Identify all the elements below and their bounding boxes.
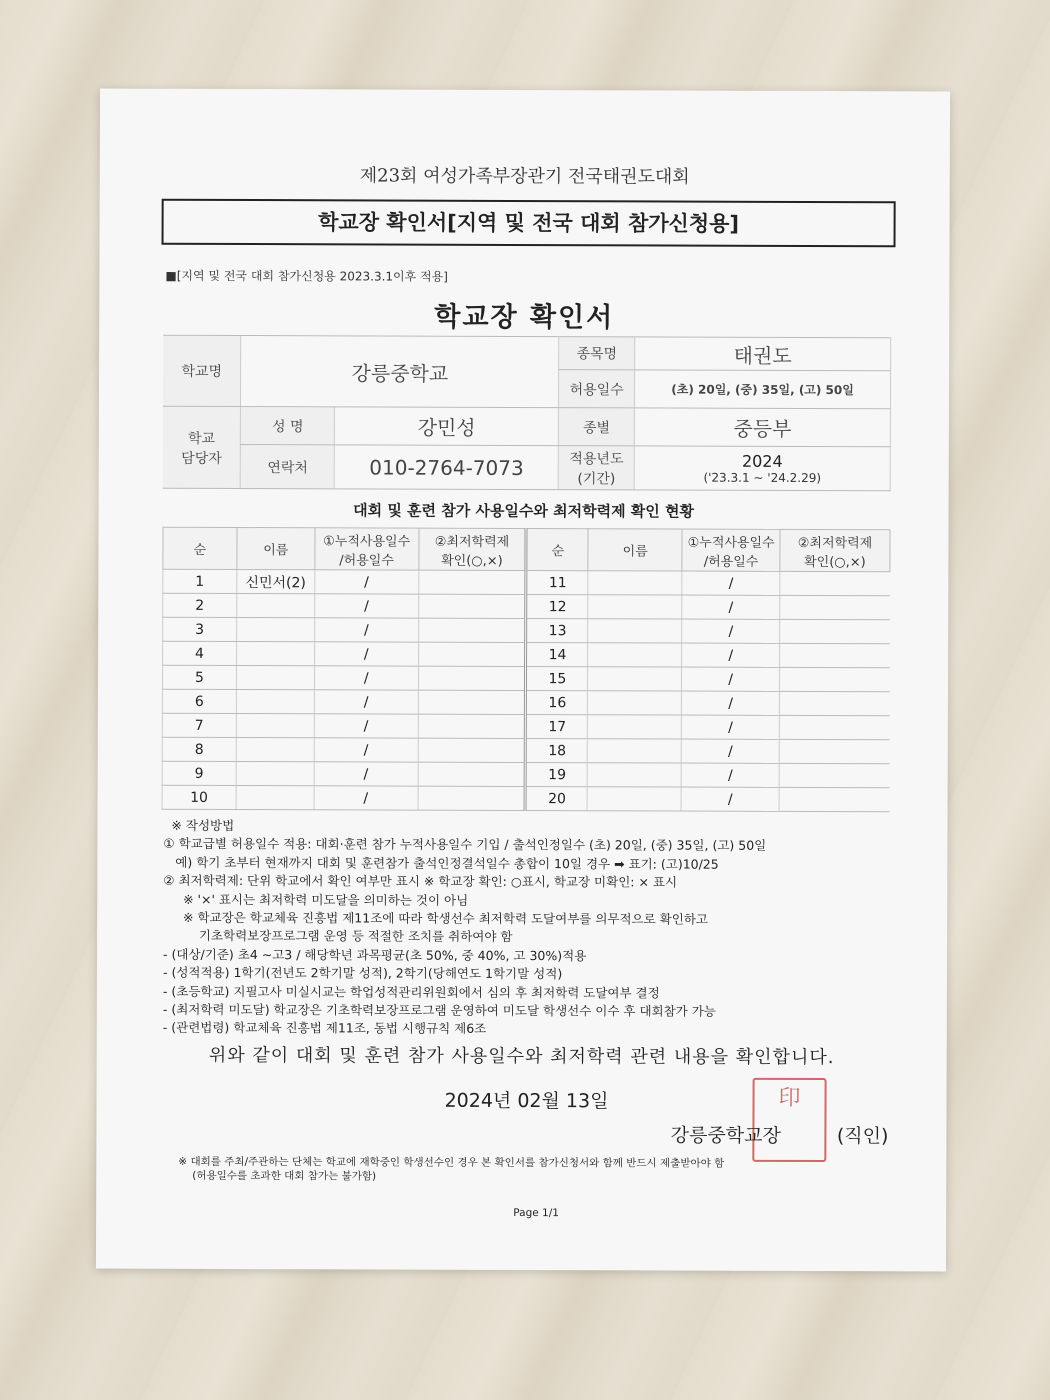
instruction-line: 예) 학기 초부터 현재까지 대회 및 훈련참가 출석인정결석일수 총합이 10일 경우 ➡ 표기: (고)10/25 bbox=[163, 854, 719, 872]
allowed-days-label: 허용일수 bbox=[559, 370, 635, 408]
row-days-right: / bbox=[682, 667, 780, 691]
category-label: 종별 bbox=[559, 408, 635, 446]
row-no-right: 17 bbox=[526, 715, 588, 739]
instructions bbox=[163, 817, 924, 1041]
header-days-line1: ①누적사용일수 bbox=[323, 533, 411, 550]
row-days-right: / bbox=[682, 595, 780, 619]
row-min-right bbox=[780, 667, 890, 691]
row-days: / bbox=[314, 786, 418, 810]
footnote-line1: ※ 대회를 주최/주관하는 단체는 학교에 재학중인 학생선수인 경우 본 확인서를 참가신청서와 함께 반드시 제출받아야 함 bbox=[178, 1155, 725, 1170]
row-min-right bbox=[779, 691, 889, 715]
confirmation-text: 위와 같이 대회 및 훈련 참가 사용일수와 최저학력 관련 내용을 확인합니다. bbox=[208, 1044, 835, 1069]
instruction-line: - (관련법령) 학교체육 진흥법 제11조, 동법 시행규칙 제6조 bbox=[162, 1020, 487, 1037]
row-no-right: 19 bbox=[526, 763, 588, 787]
table-row bbox=[162, 713, 889, 740]
row-name: 신민서(2) bbox=[237, 570, 315, 594]
row-min-right bbox=[780, 643, 890, 667]
row-no-right: 15 bbox=[526, 667, 588, 691]
row-no: 8 bbox=[162, 737, 236, 761]
document-page bbox=[96, 89, 950, 1272]
header-min-right-line2: 확인(○,×) bbox=[804, 554, 866, 570]
name-label: 성 명 bbox=[241, 407, 335, 445]
row-name bbox=[237, 594, 315, 618]
row-days-right: / bbox=[682, 571, 780, 595]
table-row bbox=[163, 569, 890, 596]
row-min bbox=[418, 738, 526, 762]
row-min-right bbox=[779, 763, 889, 787]
form-box-title: 학교장 확인서[지역 및 전국 대회 참가신청용] bbox=[162, 199, 896, 248]
row-no: 4 bbox=[163, 641, 237, 665]
info-table bbox=[163, 335, 892, 492]
row-days-right: / bbox=[681, 763, 779, 787]
row-days: / bbox=[314, 690, 418, 714]
instruction-line: ※ 학교장은 학교체육 진흥법 제11조에 따라 학생선수 최저학력 도달여부를 의무적으로 확인하고 bbox=[163, 909, 709, 927]
row-no: 10 bbox=[162, 785, 236, 809]
instruction-line: - (초등학교) 지필고사 미실시교는 학업성적관리위원회에서 심의 후 최저학력 도달여부 결정 bbox=[162, 983, 660, 1001]
contact-label: 연락처 bbox=[241, 445, 335, 489]
row-min bbox=[418, 594, 526, 618]
header-days-right-line2: /허용일수 bbox=[703, 554, 759, 570]
instruction-line: 기초학력보장프로그램 운영 등 적절한 조치를 취하여야 함 bbox=[163, 928, 513, 945]
applicability-notice: ■[지역 및 전국 대회 참가신청용 2023.3.1이후 적용] bbox=[165, 268, 448, 284]
row-min bbox=[418, 618, 526, 642]
year-value: 2024 bbox=[741, 451, 783, 471]
row-no: 3 bbox=[163, 617, 237, 641]
document-title: 학교장 확인서 bbox=[434, 301, 615, 334]
row-no: 6 bbox=[162, 689, 236, 713]
row-no: 5 bbox=[162, 665, 236, 689]
event-name: 제23회 여성가족부장관기 전국태권도대회 bbox=[359, 165, 690, 188]
table-row bbox=[163, 593, 890, 620]
row-name-right bbox=[588, 739, 682, 763]
row-no-right: 16 bbox=[526, 691, 588, 715]
principal-signature bbox=[671, 1121, 889, 1149]
row-no-right: 14 bbox=[526, 643, 588, 667]
row-min-right bbox=[779, 715, 889, 739]
header-no: 순 bbox=[163, 527, 237, 569]
row-min bbox=[418, 666, 526, 690]
row-name bbox=[236, 785, 314, 809]
page-number: Page 1/1 bbox=[513, 1206, 559, 1220]
row-no-right: 12 bbox=[526, 595, 588, 619]
row-name-right bbox=[588, 595, 682, 619]
row-days: / bbox=[314, 642, 418, 666]
year-period: ('23.3.1 ~ '24.2.29) bbox=[703, 470, 822, 486]
header-no-right: 순 bbox=[526, 529, 588, 571]
row-min bbox=[418, 642, 526, 666]
principal-name: 강릉중학교장 bbox=[670, 1124, 781, 1147]
instruction-line: - (최저학력 미도달) 학교장은 기초학력보장프로그램 운영하여 미도달 학생선수 이수 후 대회참가 가능 bbox=[162, 1001, 716, 1019]
row-no-right: 18 bbox=[526, 739, 588, 763]
row-name bbox=[237, 617, 315, 641]
header-days-right bbox=[682, 529, 780, 571]
row-name-right bbox=[588, 763, 682, 787]
row-days: / bbox=[314, 762, 418, 786]
row-min-right bbox=[779, 739, 889, 763]
row-no-right: 11 bbox=[526, 571, 588, 595]
table-header-row bbox=[163, 527, 890, 572]
instruction-line: ② 최저학력제: 단위 학교에서 확인 여부만 표시 ※ 학교장 확인: ○표시, 학교장 미확인: × 표시 bbox=[163, 872, 678, 890]
instruction-line: - (성적적용) 1학기(전년도 2학기말 성적), 2학기(당해연도 1학기말 성적) bbox=[162, 964, 563, 982]
footnote bbox=[178, 1155, 724, 1185]
row-no: 2 bbox=[163, 593, 237, 617]
row-no: 9 bbox=[162, 761, 236, 785]
header-min bbox=[418, 528, 526, 570]
table-title: 대회 및 훈련 참가 사용일수와 최저학력제 확인 현황 bbox=[353, 501, 695, 521]
staff-label bbox=[163, 406, 241, 488]
contact-value: 010-2764-7073 bbox=[335, 445, 559, 490]
header-name-right: 이름 bbox=[588, 529, 682, 571]
header-days-right-line1: ①누적사용일수 bbox=[687, 535, 775, 551]
table-row bbox=[162, 761, 889, 788]
row-days-right: / bbox=[682, 619, 780, 643]
year-cell bbox=[634, 446, 890, 491]
row-name bbox=[236, 761, 314, 785]
participation-table bbox=[162, 527, 891, 813]
table-row bbox=[163, 641, 890, 668]
sport-value: 태권도 bbox=[635, 337, 891, 371]
table-row bbox=[163, 617, 890, 644]
row-days: / bbox=[314, 714, 418, 738]
table-row bbox=[162, 665, 889, 692]
row-no-right: 20 bbox=[526, 787, 588, 811]
year-label-line1: 적용년도 bbox=[569, 450, 624, 467]
header-min-right-line1: ②최저학력제 bbox=[797, 535, 873, 551]
category-value: 중등부 bbox=[634, 408, 890, 447]
row-name-right bbox=[588, 715, 682, 739]
row-name bbox=[236, 689, 314, 713]
row-name-right bbox=[588, 571, 682, 595]
row-name bbox=[236, 641, 314, 665]
instruction-line: ※ '×' 표시는 최저학력 미도달을 의미하는 것이 아님 bbox=[163, 891, 469, 908]
allowed-days-value: (초) 20일, (중) 35일, (고) 50일 bbox=[635, 370, 891, 409]
header-days bbox=[315, 528, 419, 570]
footnote-line2: (허용일수를 초과한 대회 참가는 불가함) bbox=[192, 1169, 377, 1183]
row-min-right bbox=[780, 619, 890, 643]
row-days-right: / bbox=[682, 643, 780, 667]
row-no: 7 bbox=[162, 713, 236, 737]
row-name bbox=[236, 737, 314, 761]
year-label bbox=[558, 446, 634, 490]
row-min-right bbox=[779, 787, 889, 811]
row-min bbox=[418, 690, 526, 714]
row-days-right: / bbox=[682, 715, 780, 739]
row-no-right: 13 bbox=[526, 619, 588, 643]
sport-label: 종목명 bbox=[559, 337, 635, 370]
row-name bbox=[236, 713, 314, 737]
row-days-right: / bbox=[682, 691, 780, 715]
row-days: / bbox=[315, 570, 419, 594]
seal-glyph: 印 bbox=[778, 1085, 801, 1111]
staff-label-line2: 담당자 bbox=[181, 450, 222, 467]
row-days: / bbox=[314, 618, 418, 642]
header-min-right bbox=[780, 529, 890, 571]
row-name bbox=[236, 665, 314, 689]
row-days: / bbox=[314, 666, 418, 690]
row-name-right bbox=[588, 619, 682, 643]
row-min bbox=[418, 762, 526, 786]
row-days-right: / bbox=[681, 739, 779, 763]
row-min-right bbox=[780, 571, 890, 595]
instruction-line: ※ 작성방법 bbox=[163, 817, 235, 833]
year-label-line2: (기간) bbox=[577, 470, 616, 487]
row-min-right bbox=[780, 595, 890, 619]
school-label: 학교명 bbox=[163, 335, 241, 406]
table-row bbox=[162, 689, 889, 716]
row-days-right: / bbox=[681, 787, 779, 811]
seal-label: (직인) bbox=[836, 1125, 889, 1148]
row-days: / bbox=[314, 738, 418, 762]
row-min bbox=[418, 786, 526, 810]
instruction-line: - (대상/기준) 초4 ~고3 / 해당학년 과목평균(초 50%, 중 40%, 고 30%)적용 bbox=[163, 946, 587, 964]
staff-label-line1: 학교 bbox=[188, 430, 216, 447]
table-row bbox=[162, 737, 889, 764]
school-value: 강릉중학교 bbox=[241, 336, 559, 408]
header-min-line1: ②최저학력제 bbox=[434, 534, 510, 550]
name-value: 강민성 bbox=[335, 407, 559, 446]
instruction-line: ① 학교급별 허용일수 적용: 대회·훈련 참가 누적사용일수 기입 / 출석인정일수 (초) 20일, (중) 35일, (고) 50일 bbox=[163, 836, 767, 854]
row-name-right bbox=[588, 643, 682, 667]
row-days: / bbox=[314, 594, 418, 618]
table-row bbox=[162, 785, 889, 812]
header-name: 이름 bbox=[237, 528, 315, 570]
row-name-right bbox=[588, 667, 682, 691]
row-name-right bbox=[587, 787, 681, 811]
row-no: 1 bbox=[163, 569, 237, 593]
row-name-right bbox=[588, 691, 682, 715]
header-min-line2: 확인(○,×) bbox=[441, 553, 503, 569]
header-days-line2: /허용일수 bbox=[339, 552, 394, 569]
issue-date: 2024년 02월 13일 bbox=[444, 1089, 609, 1113]
row-min bbox=[418, 570, 526, 594]
row-min bbox=[418, 714, 526, 738]
